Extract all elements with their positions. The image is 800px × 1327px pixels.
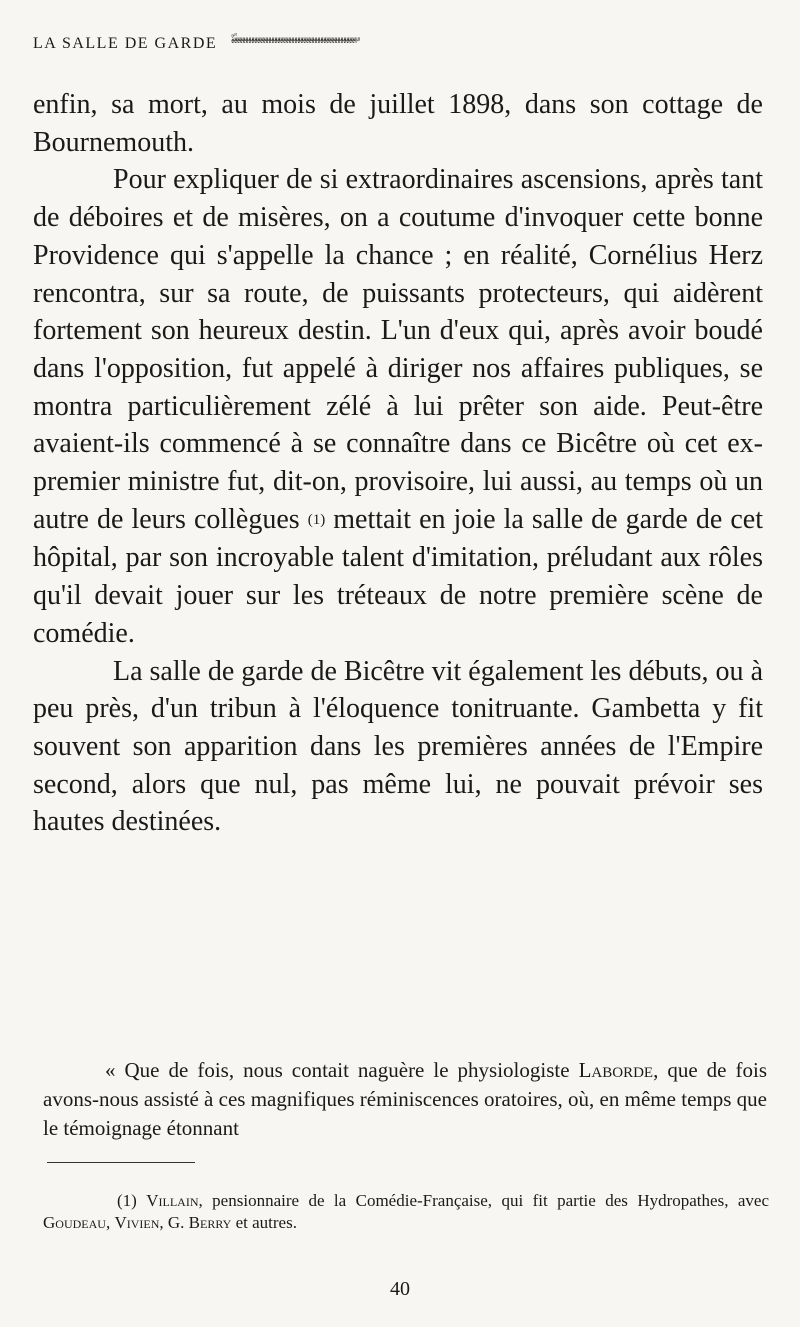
quote-name-laborde: Laborde <box>578 1058 654 1082</box>
quote-rest: , que de fois avons-nous assisté à ces magnifiques réminiscences oratoires, où, en même temps que le témoignage étonnant <box>43 1058 767 1140</box>
paragraph-3: La salle de garde de Bicêtre vit également les débuts, ou à peu près, d'un tribun à l'éloquence tonitruante. Gambetta y fit souvent son apparition dans les premières années de l'Empire second, alors que nul, pas même lui, ne pouvait prévoir ses hautes destinées. <box>33 655 763 838</box>
paragraph-2-part-a: Pour expliquer de si extraordinaires ascensions, après tant de déboires et de misères, on a coutume d'invoquer cette bonne Providence qui s'appelle la chance ; en réalité, Cornélius Herz rencontra, sur sa route, de puissants protecteurs, qui aidèrent fortement son heureux destin. L'un d'eux qui, après avoir boudé dans l'opposition, fut appelé à diriger nos affaires publiques, se montra particulièrement zélé à lui prêter son aide. Peut-être avaient-ils commencé à se connaître dans ce Bicêtre où cet ex-premier ministre fut, dit-on, provisoire, lui aussi, au temps où un autre de leurs collègues <box>33 164 763 535</box>
ornament-border: ࣔ ࣔ ࣔ ࣔ ࣔ ࣔ ࣔ ࣔ ࣔ ࣔ ࣔ ࣔ ࣔ ࣔ ࣔ ࣔ ࣔ ࣔ ࣔ ࣔ ࣔ ࣔ ࣔ ࣔ ࣔ ࣔ ࣔ ࣔ ࣔ ࣔ ࣔ ࣔ ࣔ ࣔ ࣔ ࣔ ࣔ ࣔ ࣔ ࣔ ࣔ ࣔ ࣔ ࣔ ࣔ <box>231 36 358 51</box>
quote-opening: « Que de fois, nous contait naguère le physiologiste <box>105 1058 570 1082</box>
quoted-passage <box>43 1056 767 1143</box>
footnote-divider <box>47 1162 195 1163</box>
paragraph-2-part-b: mettait en joie la salle de garde de cet hôpital, par son incroyable talent d'imitation, préludant aux rôles qu'il devait jouer sur les tréteaux de notre première scène de comédie. <box>33 503 763 649</box>
paragraph-1: enfin, sa mort, au mois de juillet 1898, dans son cottage de Bournemouth. <box>33 89 763 158</box>
running-header <box>33 30 763 58</box>
footnote-text-1: , pensionnaire de la Comédie-Française, qui fit partie des Hydropathes, avec <box>198 1191 769 1210</box>
footnote-sep-2: , G. <box>159 1213 189 1232</box>
footnote-reference: (1) <box>307 511 326 528</box>
footnote-name-berry: Berry <box>188 1213 232 1232</box>
paragraph-2 <box>33 161 763 652</box>
footnote-name-vivien: Vivien <box>114 1213 160 1232</box>
footnote <box>43 1190 769 1234</box>
footnote-sep-1: , <box>105 1213 115 1232</box>
page-number: 40 <box>390 1278 410 1300</box>
footnote-number: (1) <box>117 1191 137 1210</box>
running-head-title: LA SALLE DE GARDE <box>33 35 218 52</box>
footnote-name-villain: Villain <box>146 1191 199 1210</box>
main-text <box>33 86 763 841</box>
footnote-name-goudeau: Goudeau <box>43 1213 106 1232</box>
footnote-text-2: et autres. <box>231 1213 297 1232</box>
